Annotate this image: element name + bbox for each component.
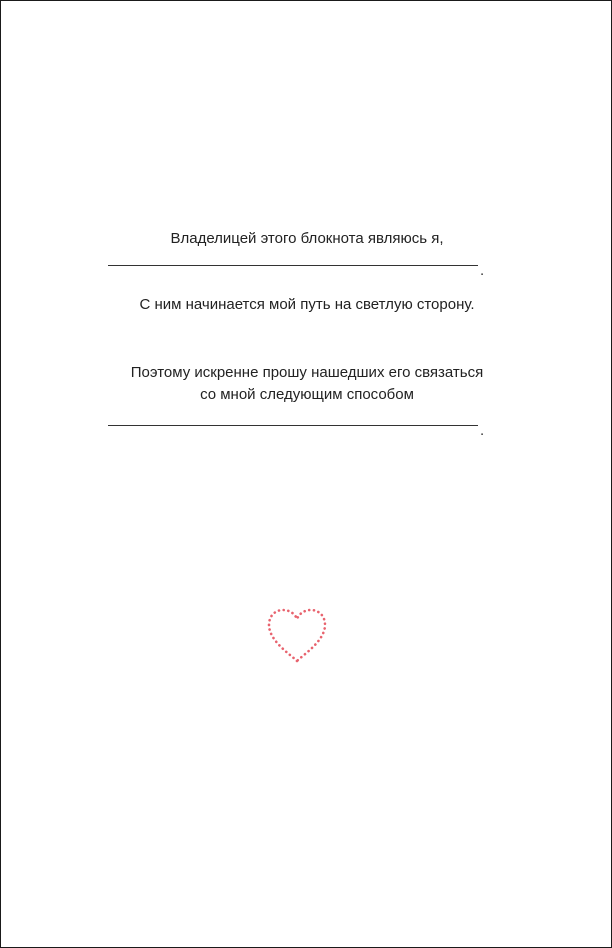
return-request-line-2: со мной следующим способом bbox=[200, 386, 414, 403]
dotted-heart-icon bbox=[265, 607, 329, 665]
return-request-line-1: Поэтому искренне прошу нашедших его связаться bbox=[130, 364, 484, 381]
owner-name-period: . bbox=[480, 262, 485, 279]
owner-name-blank[interactable] bbox=[108, 265, 478, 266]
path-statement: С ним начинается мой путь на светлую сторону. bbox=[139, 296, 475, 313]
contact-method-blank[interactable] bbox=[108, 425, 478, 426]
contact-method-period: . bbox=[480, 422, 485, 439]
owner-statement: Владелицей этого блокнота являюсь я, bbox=[170, 230, 444, 247]
